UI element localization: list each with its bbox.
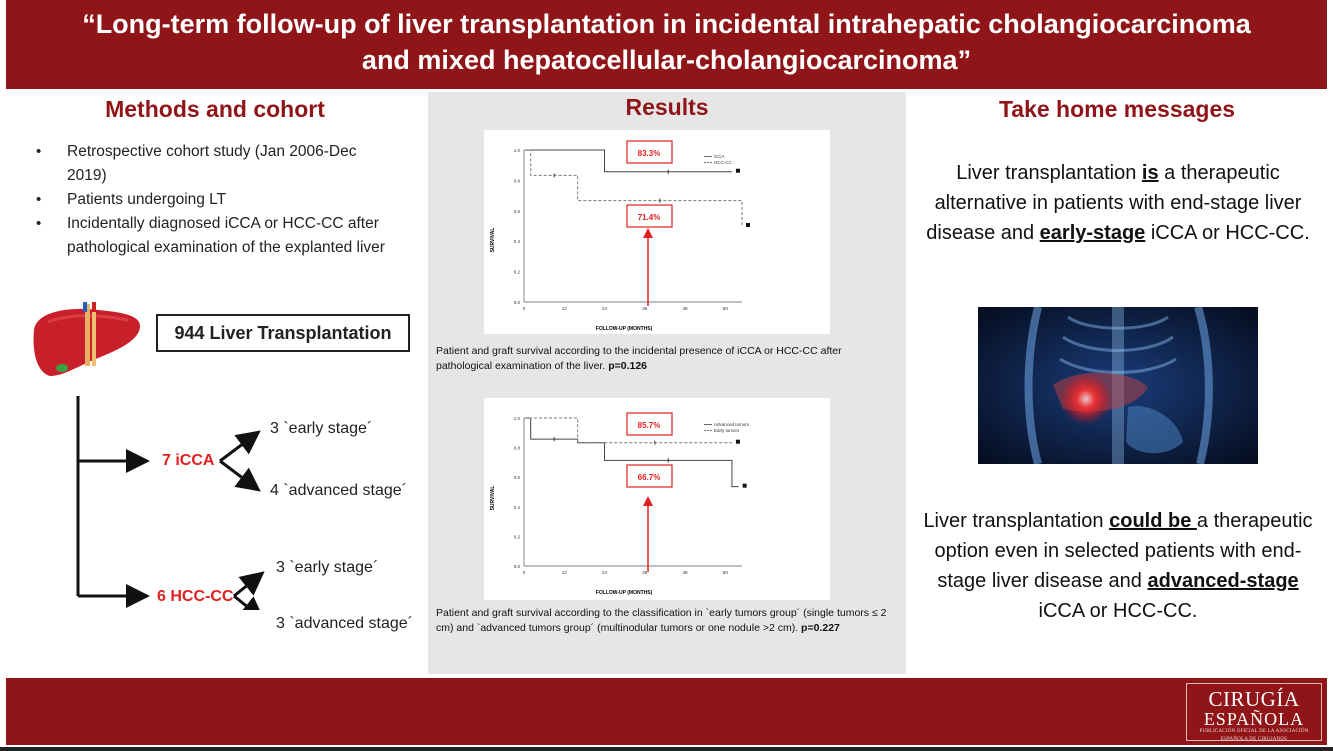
series-end-marker bbox=[746, 223, 750, 227]
legend-label: Advanced tumors bbox=[714, 422, 750, 427]
footer-banner bbox=[6, 678, 1327, 745]
callout-arrow-head bbox=[643, 228, 653, 238]
logo-line-2: ESPAÑOLA bbox=[1203, 709, 1305, 729]
y-axis-label: SURVIVAL bbox=[490, 485, 496, 511]
chart2-pvalue: p=0.227 bbox=[801, 622, 840, 634]
y-tick-label: 1.0 bbox=[513, 416, 520, 421]
x-tick-label: 12 bbox=[561, 306, 567, 311]
icca-early-stage: 3 `early stage´ bbox=[270, 420, 373, 437]
x-tick-label: 48 bbox=[682, 570, 688, 575]
chart2-caption-text: Patient and graft survival according to the classification in `early tumors group´ (single tumors ≤ 2 cm) and `advanced tumors group´ (multinodular tumors or one nodule >2 cm). bbox=[436, 607, 887, 634]
msg2-emphasis: could be bbox=[1109, 510, 1197, 532]
bullet-item: • Patients undergoing LT bbox=[36, 188, 386, 212]
take-home-title: Take home messages bbox=[998, 96, 1236, 122]
methods-bullets bbox=[36, 140, 386, 260]
msg2-text: Liver transplantation bbox=[923, 510, 1110, 532]
survival-chart-1 bbox=[484, 130, 830, 334]
icca-advanced-stage: 4 `advanced stage´ bbox=[270, 482, 407, 499]
chart1-caption bbox=[436, 344, 898, 374]
total-transplants-box: 944 Liver Transplantation bbox=[156, 314, 410, 352]
y-tick-label: 0.2 bbox=[513, 269, 520, 275]
legend-label: Early tumors bbox=[714, 428, 740, 433]
legend-label: HCC-CC bbox=[714, 160, 732, 165]
series-end-marker bbox=[743, 484, 747, 488]
methods-title: Methods and cohort bbox=[105, 96, 325, 122]
x-tick-label: 24 bbox=[601, 570, 608, 575]
liver-icon bbox=[28, 300, 148, 380]
x-tick-label: 36 bbox=[642, 306, 648, 311]
bullet-item: • Incidentally diagnosed iCCA or HCC-CC after pathological examination of the explanted liver bbox=[36, 212, 386, 260]
bottom-rule bbox=[0, 747, 1333, 751]
y-tick-label: 0.2 bbox=[513, 534, 520, 540]
hcccc-early-stage: 3 `early stage´ bbox=[276, 559, 379, 576]
y-tick-label: 0.8 bbox=[513, 445, 520, 451]
y-tick-label: 1.0 bbox=[513, 148, 520, 153]
y-tick-label: 0.6 bbox=[513, 208, 520, 214]
y-tick-label: 0.0 bbox=[513, 564, 520, 569]
survival-chart-2 bbox=[484, 398, 830, 600]
header-banner bbox=[6, 0, 1327, 89]
msg1-text: iCCA or HCC-CC. bbox=[1145, 222, 1310, 244]
chart2-caption bbox=[436, 606, 902, 636]
x-tick-label: 60 bbox=[722, 306, 728, 311]
callout-bottom-value: 71.4% bbox=[637, 213, 661, 222]
y-tick-label: 0.8 bbox=[513, 178, 520, 184]
abdomen-xray-image bbox=[978, 307, 1258, 464]
callout-bottom-value: 66.7% bbox=[637, 473, 661, 482]
arrow-icca-early bbox=[220, 434, 256, 461]
msg1-emphasis: early-stage bbox=[1039, 222, 1146, 244]
bullet-item: • Retrospective cohort study (Jan 2006-Dec 2019) bbox=[36, 140, 386, 188]
y-tick-label: 0.0 bbox=[513, 300, 520, 305]
x-tick-label: 0 bbox=[522, 570, 526, 575]
msg1-text: a therapeutic alternative in patients with end-stage liver disease and bbox=[926, 162, 1302, 244]
take-home-message-1 bbox=[916, 158, 1320, 248]
take-home-message-2 bbox=[916, 506, 1320, 626]
x-tick-label: 24 bbox=[601, 306, 608, 311]
msg1-emphasis: is bbox=[1141, 162, 1159, 184]
x-axis-label: FOLLOW-UP (MONTHS) bbox=[595, 590, 653, 596]
msg2-text: iCCA or HCC-CC. bbox=[1038, 600, 1198, 622]
series-end-marker bbox=[736, 440, 740, 444]
arrow-hcccc-advanced bbox=[234, 596, 260, 610]
legend-label: iCCA bbox=[714, 154, 725, 159]
callout-arrow-head bbox=[643, 496, 653, 506]
callout-top-value: 85.7% bbox=[637, 421, 661, 430]
msg1-text: Liver transplantation bbox=[956, 162, 1142, 184]
x-tick-label: 48 bbox=[682, 306, 688, 311]
arrow-hcccc-early bbox=[234, 575, 260, 596]
y-tick-label: 0.4 bbox=[513, 504, 520, 510]
arrow-icca-advanced bbox=[220, 461, 256, 488]
x-tick-label: 60 bbox=[722, 570, 728, 575]
title-line-1: “Long-term follow-up of liver transplantation in incidental intrahepatic cholangiocarcinoma bbox=[82, 9, 1251, 39]
hcccc-advanced-stage: 3 `advanced stage´ bbox=[276, 615, 413, 632]
y-axis-label: SURVIVAL bbox=[490, 227, 496, 253]
logo-line-1: CIRUGÍA bbox=[1208, 687, 1300, 711]
msg2-emphasis: advanced-stage bbox=[1147, 570, 1299, 592]
y-tick-label: 0.6 bbox=[513, 475, 520, 481]
logo-line-3: PUBLICACIÓN OFICIAL DE LA ASOCIACIÓN ESPAÑOLA DE CIRUJANOS bbox=[1199, 729, 1309, 742]
y-tick-label: 0.4 bbox=[513, 239, 520, 245]
title-line-2: and mixed hepatocellular-cholangiocarcinoma” bbox=[361, 45, 972, 75]
x-tick-label: 0 bbox=[522, 306, 526, 311]
cohort-flow-diagram bbox=[60, 390, 300, 610]
results-title: Results bbox=[625, 94, 709, 120]
group-hcccc-label: 6 HCC-CC bbox=[157, 588, 234, 605]
x-tick-label: 12 bbox=[561, 570, 567, 575]
series-end-marker bbox=[736, 169, 740, 173]
callout-top-value: 83.3% bbox=[637, 149, 661, 158]
group-icca-label: 7 iCCA bbox=[162, 452, 215, 469]
chart1-caption-text: Patient and graft survival according to the incidental presence of iCCA or HCC-CC after pathological examination of the liver. bbox=[436, 345, 842, 372]
chart1-pvalue: p=0.126 bbox=[608, 360, 648, 372]
x-axis-label: FOLLOW-UP (MONTHS) bbox=[595, 326, 653, 332]
x-tick-label: 36 bbox=[642, 570, 648, 575]
msg2-text: a therapeutic option even in selected patients with end-stage liver disease and bbox=[934, 510, 1313, 592]
journal-logo bbox=[1186, 683, 1322, 741]
